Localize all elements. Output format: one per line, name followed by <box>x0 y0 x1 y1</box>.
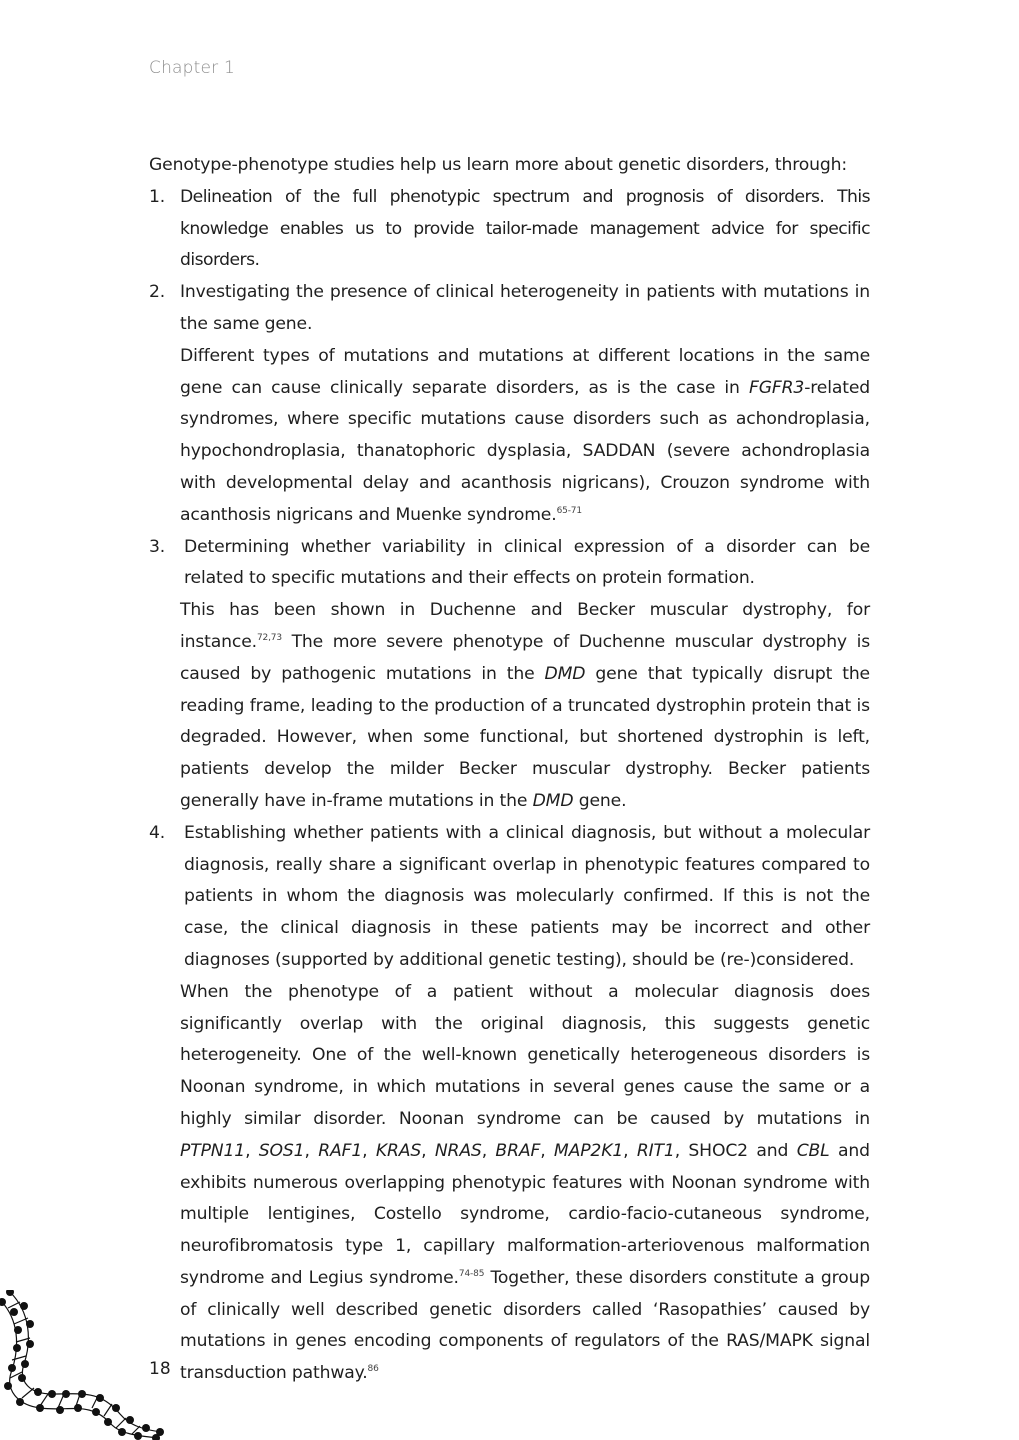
text-run: When the phenotype of a patient without a molecular diagnosis does significantly overlap with the original diagnosis, this suggests genetic heterogeneity. One of the well-known genetically heterogeneous disorders is Noonan syndrome, in which mutations in several genes cause the same or a highly similar disorder. Noonan syndrome can be caused by mutations in <box>180 981 870 1129</box>
list-item-text: Delineation of the full phenotypic spectrum and prognosis of disorders. This knowledge enables us to provide tailor-made management advice for specific disorders. <box>180 186 870 271</box>
dna-helix-icon <box>0 1290 165 1440</box>
gene-name: RAF1 <box>318 1140 363 1161</box>
list-item-4 <box>149 818 870 977</box>
list-item-paragraph <box>149 341 870 532</box>
page-number: 18 <box>149 1359 171 1379</box>
list-item-paragraph <box>149 977 870 1390</box>
text-run: The more severe phenotype of Duchenne muscular dystrophy is caused by pathogenic mutations in the <box>180 631 870 684</box>
separator: , <box>362 1140 376 1161</box>
conjunction: and <box>747 1140 797 1161</box>
separator: , <box>421 1140 435 1161</box>
gene-name: SOS1 <box>258 1140 305 1161</box>
gene-name: RIT1 <box>636 1140 675 1161</box>
gene-name: PTPN11 <box>180 1140 246 1161</box>
reference-superscript: 65-71 <box>556 505 582 516</box>
intro-paragraph: Genotype-phenotype studies help us learn more about genetic disorders, through: <box>149 155 847 175</box>
body-text <box>149 150 870 1390</box>
text-run: gene that typically disrupt the reading frame, leading to the production of a truncated dystrophin protein that is degraded. However, when some functional, but shortened dystrophin is left, patients develop the milder Becker muscular dystrophy. Becker patients generally have in-frame mutations in the <box>180 663 870 811</box>
list-item-1 <box>149 182 870 277</box>
separator: , <box>245 1140 259 1161</box>
gene-name: DMD <box>532 790 574 811</box>
gene-name: NRAS <box>434 1140 482 1161</box>
text-run: and exhibits numerous overlapping phenotypic features with Noonan syndrome with multiple lentigines, Costello syndrome, cardio-facio-cutaneous syndrome, neurofibromatosis type 1, capillary malformation-arteriovenous malformation syndrome and Legius syndrome. <box>180 1140 870 1288</box>
list-item-text: Establishing whether patients with a clinical diagnosis, but without a molecular diagnosis, really share a significant overlap in phenotypic features compared to patients in whom the diagnosis was molecularly confirmed. If this is not the case, the clinical diagnosis in these patients may be incorrect and other diagnoses (supported by additional genetic testing), should be (re-)considered. <box>184 822 870 970</box>
separator: , <box>304 1140 319 1161</box>
list-number: 1. <box>149 186 166 207</box>
text-run: Together, these disorders constitute a group of clinically well described genetic disorders called ‘Rasopathies’ caused by mutations in genes encoding components of regulators of the RAS/MAPK signal transduction pathway. <box>180 1267 870 1384</box>
gene-name: SHOC2 <box>688 1140 748 1161</box>
reference-superscript: 72,73 <box>256 632 282 643</box>
list-item-paragraph <box>149 595 870 818</box>
reference-superscript: 74-85 <box>458 1268 485 1279</box>
list-item-3 <box>149 532 870 596</box>
gene-name: FGFR3 <box>748 377 805 398</box>
list-item-text: Determining whether variability in clinical expression of a disorder can be related to specific mutations and their effects on protein formation. <box>184 536 870 589</box>
gene-name: CBL <box>796 1140 830 1161</box>
text-run: gene. <box>573 790 627 811</box>
list-number: 3. <box>149 536 166 557</box>
list-number: 4. <box>149 822 166 843</box>
gene-name: BRAF <box>495 1140 541 1161</box>
reference-superscript: 86 <box>367 1364 379 1375</box>
list-item-text: Investigating the presence of clinical heterogeneity in patients with mutations in the same gene. <box>180 282 870 334</box>
separator: , <box>674 1140 689 1161</box>
text-run: This has been shown in Duchenne and Becker muscular dystrophy, for instance. <box>180 600 870 652</box>
separator: , <box>481 1140 496 1161</box>
text-run: -related syndromes, where specific mutations cause disorders such as achondroplasia, hypochondroplasia, thanatophoric dysplasia, SADDAN (severe achondroplasia with developmental delay and acanthosis nigricans), Crouzon syndrome with acanthosis nigricans and Muenke syndrome. <box>180 377 870 525</box>
text-run: Different types of mutations and mutations at different locations in the same gene can cause clinically separate disorders, as is the case in <box>180 345 870 398</box>
gene-name: MAP2K1 <box>553 1140 624 1161</box>
list-item-2 <box>149 277 870 341</box>
separator: , <box>623 1140 637 1161</box>
separator: , <box>540 1140 554 1161</box>
running-head: Chapter 1 <box>149 58 235 78</box>
list-number: 2. <box>149 282 166 303</box>
gene-name: KRAS <box>375 1140 422 1161</box>
gene-name: DMD <box>544 663 586 684</box>
